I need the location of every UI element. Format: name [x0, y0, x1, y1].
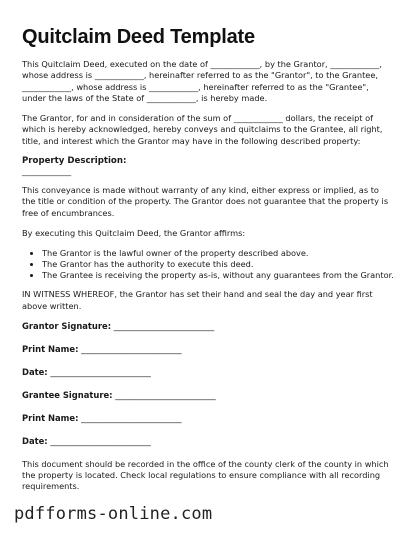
consideration-paragraph: The Grantor, for and in consideration of the sum of ____________ dollars, the receipt of which is hereby acknowledged, hereby conveys and quitclaims to the Grantee, all right, title, and interest which the Grantor may have in the following described property:: [22, 113, 383, 146]
grantee-date-label: Date:: [22, 435, 48, 446]
grantee-print-name-label: Print Name:: [22, 412, 79, 423]
grantor-date-label: Date:: [22, 366, 48, 377]
intro-paragraph: This Quitclaim Deed, executed on the date of ____________, by the Grantor, ____________, whose address is ____________, hereinafter referred to as the "Grantor", to the Grantee, ____________, whose address is ____________, hereinafter referred to as the "Grantee", under the laws of the State of ____________, is hereby made.: [22, 59, 382, 103]
grantee-date-line: [22, 436, 394, 447]
affirmation-item: • The Grantor has the authority to execute this deed.: [42, 259, 394, 270]
grantor-signature-line: [22, 321, 394, 332]
grantor-print-name-label: Print Name:: [22, 343, 79, 354]
grantor-print-name-blank: ________________________: [81, 343, 182, 354]
grantee-print-name-line: [22, 413, 394, 424]
recording-paragraph: This document should be recorded in the office of the county clerk of the county in which the property is located. Check local regulations to ensure compliance with all recording requirements.: [22, 458, 389, 492]
grantor-signature-blank: ________________________: [113, 320, 215, 331]
warranty-paragraph: This conveyance is made without warranty of any kind, either express or implied, as to the title or condition of the property. The Grantor does not guarantee that the property is free of encumbrances.: [22, 185, 389, 218]
grantee-date-blank: ________________________: [50, 435, 151, 446]
document-title: Quitclaim Deed Template: [22, 26, 255, 48]
grantee-signature-line: [22, 390, 394, 401]
grantee-signature-label: Grantee Signature:: [22, 389, 113, 400]
property-description-blank: ____________: [22, 166, 72, 177]
witness-paragraph: IN WITNESS WHEREOF, the Grantor has set their hand and seal the day and year first above written.: [22, 289, 373, 311]
affirmation-item: • The Grantor is the lawful owner of the property described above.: [42, 248, 394, 259]
grantee-print-name-blank: ________________________: [81, 412, 182, 423]
affirmation-item: • The Grantee is receiving the property as-is, without any guarantees from the Grantor.: [42, 270, 394, 281]
grantor-print-name-line: [22, 344, 394, 355]
grantor-date-line: [22, 367, 394, 378]
site-watermark: pdfforms-online.com: [14, 504, 213, 524]
grantee-signature-blank: ________________________: [115, 389, 216, 400]
property-description-heading: Property Description:: [22, 156, 127, 167]
grantor-date-blank: ________________________: [50, 366, 151, 377]
affirmations-list: [22, 248, 394, 281]
affirms-paragraph: By executing this Quitclaim Deed, the Grantor affirms:: [22, 227, 246, 238]
document-page: [22, 26, 394, 502]
grantor-signature-label: Grantor Signature:: [22, 320, 112, 331]
